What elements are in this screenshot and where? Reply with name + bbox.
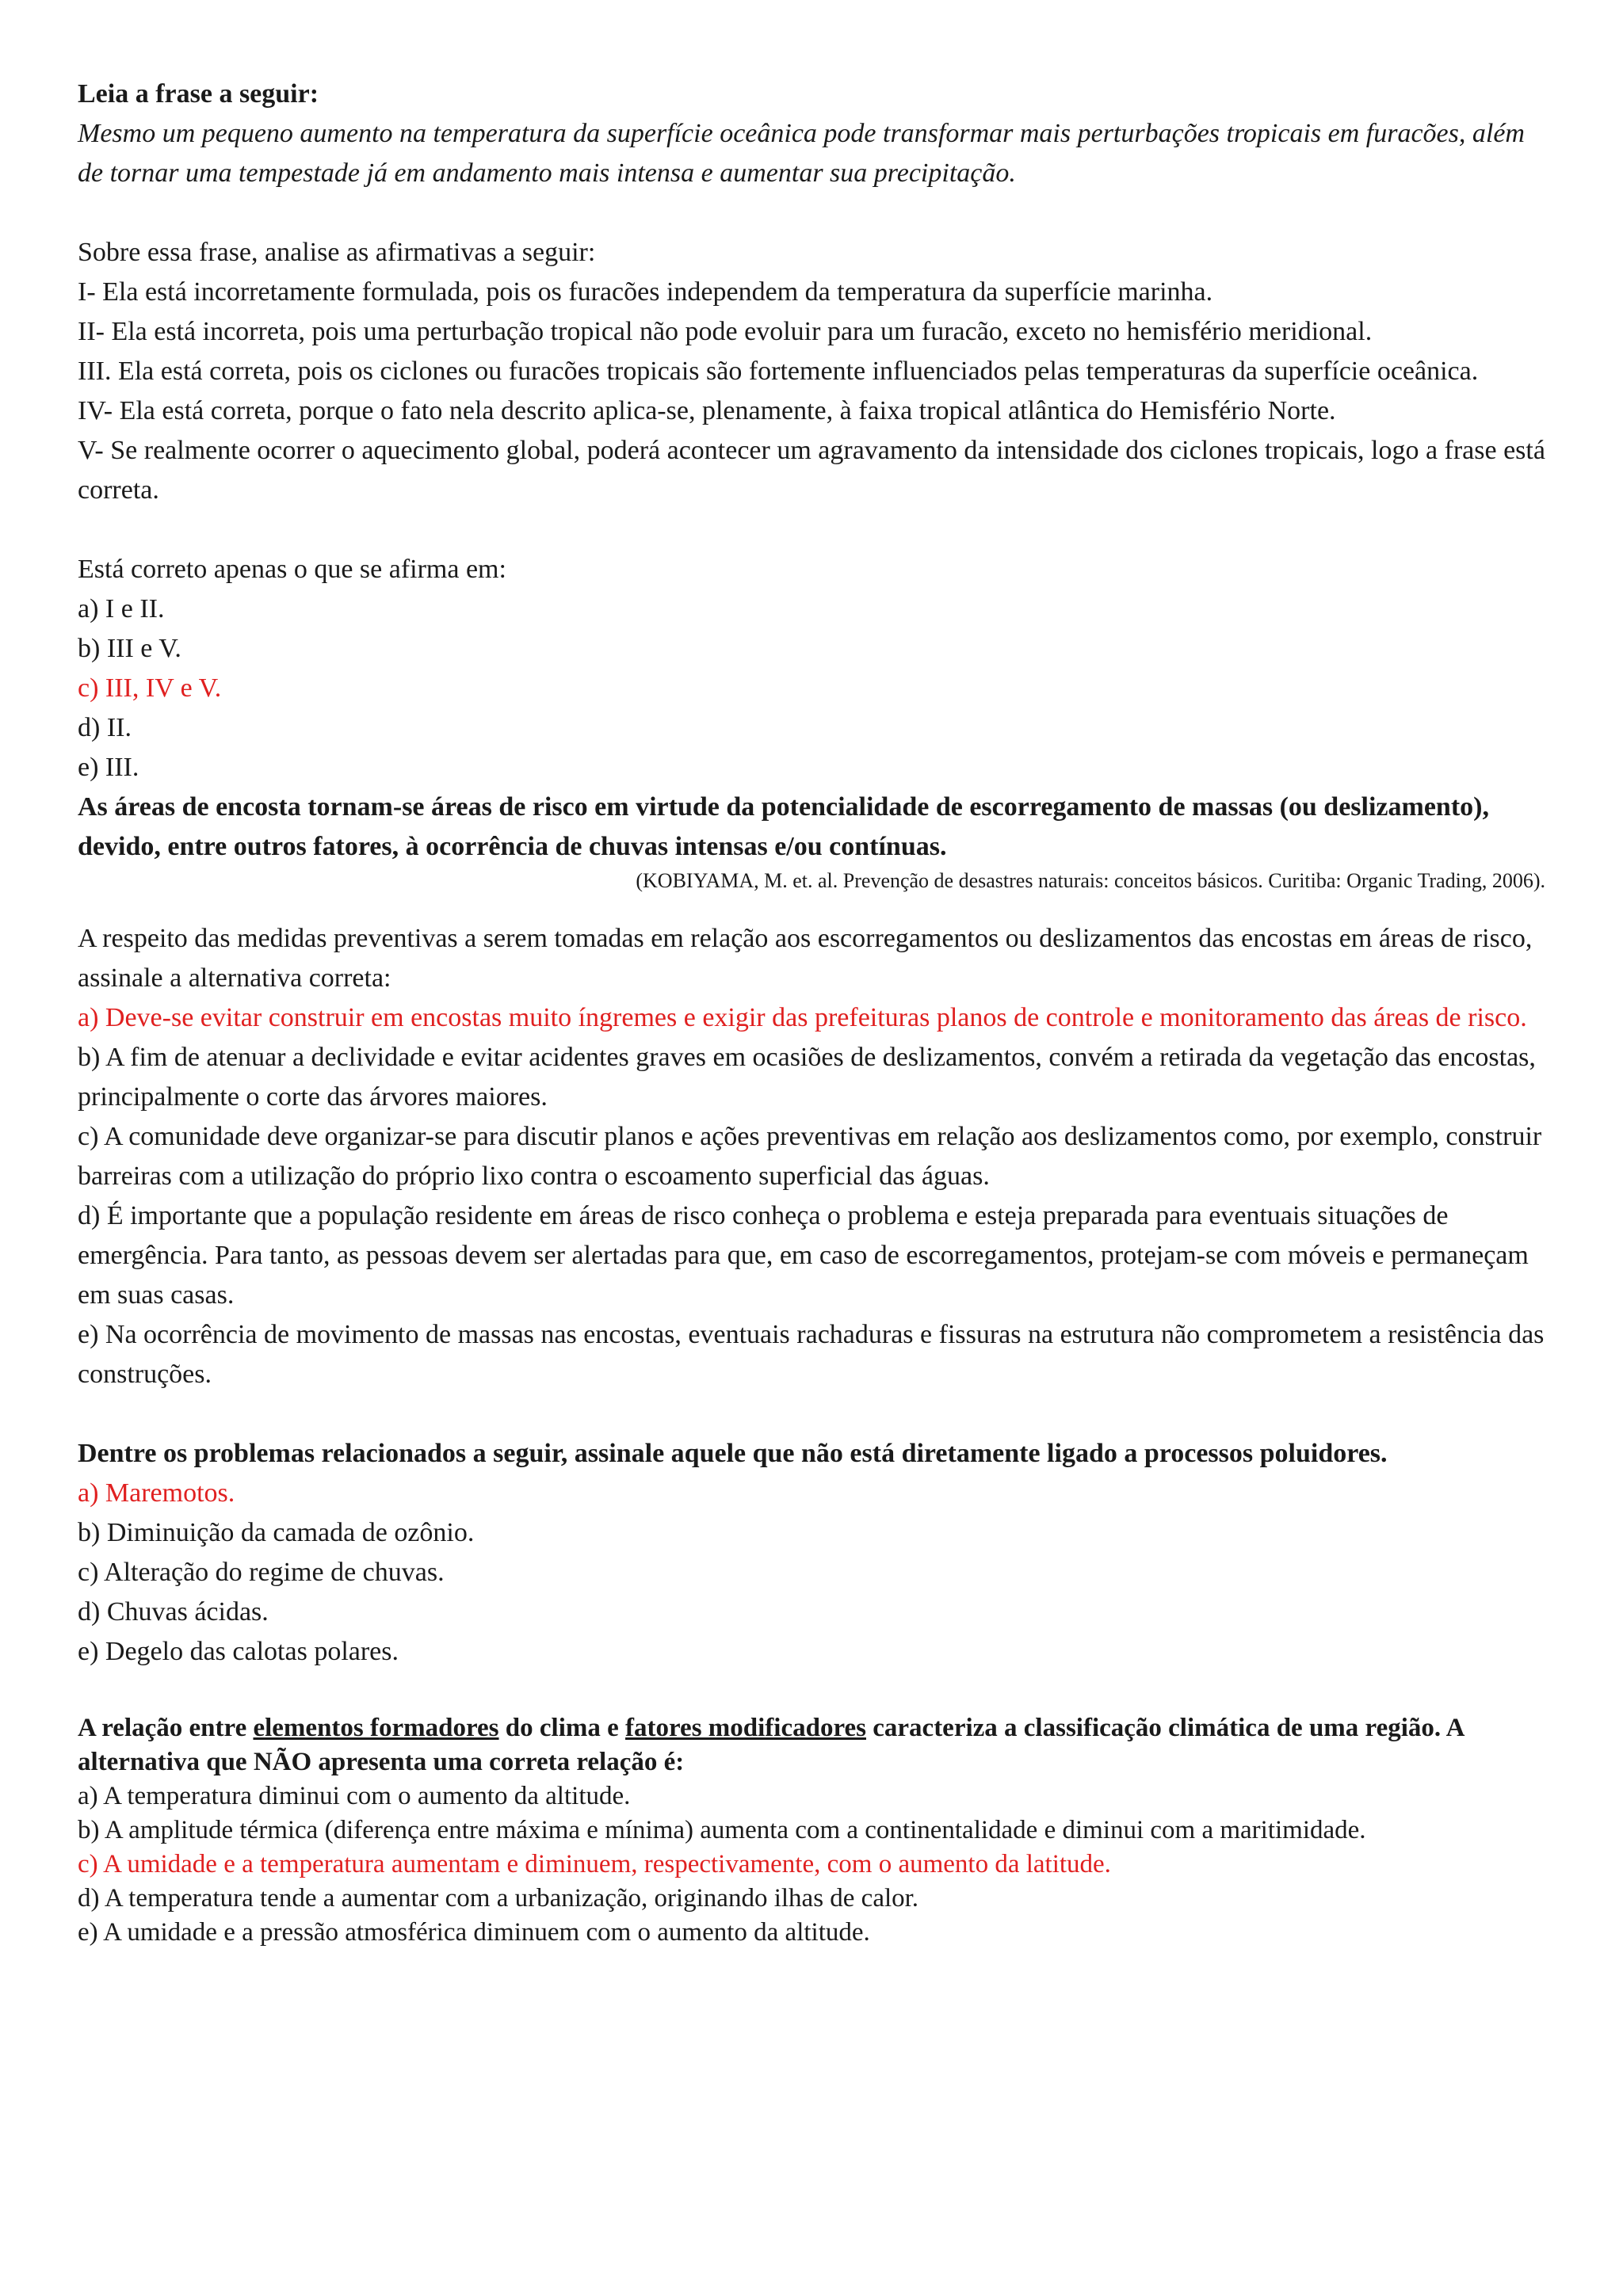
q4-text-part1: A relação entre bbox=[78, 1714, 254, 1742]
q1-heading: Leia a frase a seguir: bbox=[78, 79, 319, 109]
q4-statement bbox=[78, 1711, 1545, 1779]
q4-text-part2: do clima e bbox=[498, 1714, 626, 1742]
q2-option-c: c) A comunidade deve organizar-se para discutir planos e ações preventivas em relação aos deslizamentos como, por exemplo, construir barreiras com a utilização do próprio lixo contra o escoamento superficial das águas. bbox=[78, 1122, 1542, 1191]
q1-option-d: d) II. bbox=[78, 713, 132, 742]
q1-quote: Mesmo um pequeno aumento na temperatura da superfície oceânica pode transformar mais perturbações tropicais em furacões, além de tornar uma tempestade já em andamento mais intensa e aumentar sua precipitação. bbox=[78, 119, 1525, 188]
q1-statement-5: V- Se realmente ocorrer o aquecimento global, poderá acontecer um agravamento da intensidade dos ciclones tropicais, logo a frase está correta. bbox=[78, 436, 1545, 505]
q4-option-d: d) A temperatura tende a aumentar com a urbanização, originando ilhas de calor. bbox=[78, 1884, 919, 1913]
q4-option-b: b) A amplitude térmica (diferença entre máxima e mínima) aumenta com a continentalidade e diminui com a maritimidade. bbox=[78, 1816, 1366, 1844]
question-1 bbox=[78, 74, 1545, 788]
q2-option-b: b) A fim de atenuar a declividade e evitar acidentes graves em ocasiões de deslizamentos, convém a retirada da vegetação das encostas, principalmente o corte das árvores maiores. bbox=[78, 1043, 1536, 1112]
q3-option-b: b) Diminuição da camada de ozônio. bbox=[78, 1518, 475, 1547]
q1-intro: Sobre essa frase, analise as afirmativas a seguir: bbox=[78, 238, 596, 267]
q1-prompt: Está correto apenas o que se afirma em: bbox=[78, 555, 506, 584]
q1-statement-2: II- Ela está incorreta, pois uma perturbação tropical não pode evoluir para um furacão, exceto no hemisfério meridional. bbox=[78, 317, 1373, 346]
question-3 bbox=[78, 1434, 1545, 1672]
q3-option-e: e) Degelo das calotas polares. bbox=[78, 1637, 399, 1666]
q2-statement: As áreas de encosta tornam-se áreas de risco em virtude da potencialidade de escorregamento de massas (ou deslizamento), devido, entre outros fatores, à ocorrência de chuvas intensas e/ou contínuas. bbox=[78, 792, 1489, 861]
q4-option-c-answer: c) A umidade e a temperatura aumentam e diminuem, respectivamente, com o aumento da latitude. bbox=[78, 1850, 1111, 1878]
q1-option-c-answer: c) III, IV e V. bbox=[78, 673, 222, 703]
q1-option-a: a) I e II. bbox=[78, 594, 165, 624]
q2-option-a-answer: a) Deve-se evitar construir em encostas muito íngremes e exigir das prefeituras planos de controle e monitoramento das áreas de risco. bbox=[78, 1003, 1527, 1032]
q4-term-elementos-formadores: elementos formadores bbox=[253, 1714, 499, 1742]
q3-option-c: c) Alteração do regime de chuvas. bbox=[78, 1558, 445, 1587]
q3-option-a-answer: a) Maremotos. bbox=[78, 1478, 235, 1508]
q2-option-d: d) É importante que a população residente em áreas de risco conheça o problema e esteja preparada para eventuais situações de emergência. Para tanto, as pessoas devem ser alertadas para que, em caso de escorregamentos, protejam-se com móveis e permaneçam em suas casas. bbox=[78, 1201, 1529, 1310]
q3-option-d: d) Chuvas ácidas. bbox=[78, 1597, 269, 1627]
q1-option-e: e) III. bbox=[78, 753, 139, 782]
question-4 bbox=[78, 1711, 1545, 1950]
q4-term-fatores-modificadores: fatores modificadores bbox=[625, 1714, 866, 1742]
q1-option-b: b) III e V. bbox=[78, 634, 181, 663]
q4-text-part3: caracteriza a classificação climática de uma região. A alternativa que NÃO apresenta uma correta relação é: bbox=[78, 1714, 1464, 1776]
q2-prompt: A respeito das medidas preventivas a serem tomadas em relação aos escorregamentos ou deslizamentos das encostas em áreas de risco, assinale a alternativa correta: bbox=[78, 924, 1533, 993]
q1-statement-1: I- Ela está incorretamente formulada, pois os furacões independem da temperatura da superfície marinha. bbox=[78, 277, 1213, 307]
q1-statement-3: III. Ela está correta, pois os ciclones ou furacões tropicais são fortemente influenciados pelas temperaturas da superfície oceânica. bbox=[78, 357, 1479, 386]
q4-option-e: e) A umidade e a pressão atmosférica diminuem com o aumento da altitude. bbox=[78, 1918, 870, 1947]
q2-option-e: e) Na ocorrência de movimento de massas nas encostas, eventuais rachaduras e fissuras na estrutura não comprometem a resistência das construções. bbox=[78, 1320, 1545, 1389]
q1-statement-4: IV- Ela está correta, porque o fato nela descrito aplica-se, plenamente, à faixa tropical atlântica do Hemisfério Norte. bbox=[78, 396, 1336, 425]
question-2 bbox=[78, 788, 1545, 1394]
q2-citation: (KOBIYAMA, M. et. al. Prevenção de desastres naturais: conceitos básicos. Curitiba: Organic Trading, 2006). bbox=[636, 869, 1545, 892]
q3-statement: Dentre os problemas relacionados a seguir, assinale aquele que não está diretamente ligado a processos poluidores. bbox=[78, 1439, 1388, 1468]
q4-option-a: a) A temperatura diminui com o aumento da altitude. bbox=[78, 1782, 631, 1810]
